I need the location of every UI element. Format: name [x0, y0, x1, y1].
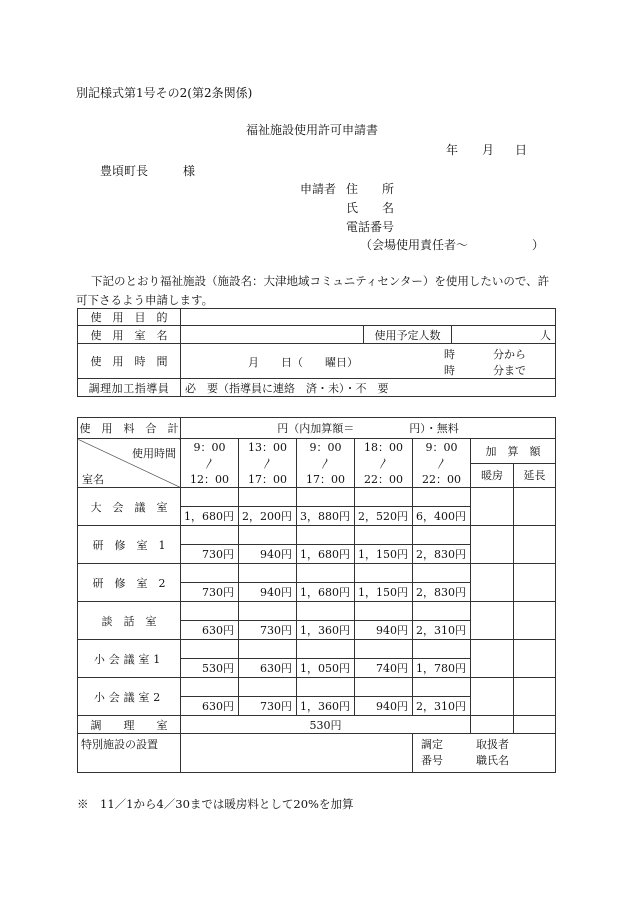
usage-table: [77, 308, 556, 397]
room-name-small-1: 小会議室1: [78, 640, 181, 678]
fee-cell: 2，310円: [413, 697, 471, 716]
date-year-label: 年: [446, 143, 459, 157]
slot-2-start: 13：00: [248, 441, 287, 454]
room-label: 使 用 室 名: [78, 326, 181, 344]
total-fee-value[interactable]: 円（内加算額＝ 円）・無料: [181, 418, 556, 439]
slot-2-header: [239, 439, 297, 488]
fee-cell: 1，150円: [355, 583, 413, 602]
responsible-person-open: （会場使用責任者～: [360, 238, 469, 252]
fee-cell: 2，310円: [413, 621, 471, 640]
heating-cell[interactable]: [471, 564, 514, 602]
extension-cell[interactable]: [514, 716, 556, 734]
fee-cell: 730円: [239, 621, 297, 640]
heating-note: ※ 11／1から4／30までは暖房料として20%を加算: [77, 797, 354, 811]
fee-cell: 1，360円: [297, 621, 355, 640]
purpose-field[interactable]: [181, 309, 556, 326]
fee-cell: 630円: [239, 659, 297, 678]
room-header: 室名: [82, 473, 104, 486]
slot-4-tilde: 〳: [378, 457, 389, 470]
fee-cell: 2，830円: [413, 545, 471, 564]
extension-cell[interactable]: [514, 488, 556, 526]
form-reference: 別記様式第1号その2(第2条関係): [76, 86, 253, 100]
room-name-large-hall: 大 会 議 室: [78, 488, 181, 526]
fee-table: [77, 417, 556, 773]
fee-cell: 1，150円: [355, 545, 413, 564]
fee-cell: 2，830円: [413, 583, 471, 602]
fee-cell: 1，680円: [297, 545, 355, 564]
heating-cell[interactable]: [471, 678, 514, 716]
expected-people-label: 使用予定人数: [364, 326, 452, 344]
fee-cell: 6，400円: [413, 507, 471, 526]
fee-cell: 730円: [181, 545, 239, 564]
room-name-small-2: 小会議室2: [78, 678, 181, 716]
admin-cell: [413, 734, 556, 773]
fee-cell: 1，680円: [297, 583, 355, 602]
extension-cell[interactable]: [514, 678, 556, 716]
fee-cell: 1，360円: [297, 697, 355, 716]
slot-3-tilde: 〳: [320, 457, 331, 470]
address-label: 住 所: [346, 182, 395, 196]
date-day-label: 日: [515, 143, 528, 157]
heating-cell[interactable]: [471, 640, 514, 678]
heating-cell[interactable]: [471, 526, 514, 564]
applicant-label: 申請者: [300, 182, 337, 196]
fee-cell: 530円: [181, 659, 239, 678]
fee-cell: 3，880円: [297, 507, 355, 526]
header-diagonal-cell: [78, 439, 181, 488]
slot-2-tilde: 〳: [262, 457, 273, 470]
extension-header: 延長: [514, 463, 556, 488]
slot-4-header: [355, 439, 413, 488]
special-facility-field[interactable]: [181, 734, 413, 773]
time-date: 月 日（ 曜日）: [248, 356, 358, 369]
adjust-label-2: 番号: [421, 754, 443, 767]
intro-line-2: 可下さるよう申請します。: [76, 293, 214, 307]
time-to: 分まで: [493, 364, 526, 377]
time-hour-2: 時: [444, 364, 455, 377]
extension-cell[interactable]: [514, 564, 556, 602]
room-name-training-1: 研 修 室 1: [78, 526, 181, 564]
responsible-person-close: ）: [532, 238, 545, 252]
date-month-label: 月: [482, 143, 495, 157]
slot-3-end: 17：00: [306, 473, 345, 486]
kitchen-label: 調 理 室: [78, 716, 181, 734]
phone-label: 電話番号: [346, 220, 395, 234]
fee-cell: 940円: [239, 545, 297, 564]
expected-people-field[interactable]: 人: [452, 326, 556, 344]
fee-cell: 630円: [181, 621, 239, 640]
fee-cell: 740円: [355, 659, 413, 678]
surcharge-header: 加 算 額: [471, 439, 556, 464]
fee-cell: 730円: [181, 583, 239, 602]
slot-5-tilde: 〳: [436, 457, 447, 470]
slot-4-end: 22：00: [364, 473, 403, 486]
extension-cell[interactable]: [514, 640, 556, 678]
heating-cell[interactable]: [471, 488, 514, 526]
room-name-training-2: 研 修 室 2: [78, 564, 181, 602]
honorific: 様: [183, 164, 196, 178]
slot-5-start: 9：00: [425, 441, 458, 454]
special-facility-label: 特別施設の設置: [78, 734, 181, 773]
name-label: 氏 名: [346, 201, 395, 215]
slot-3-start: 9：00: [309, 441, 342, 454]
fee-cell: 940円: [355, 621, 413, 640]
document-title: 福祉施設使用許可申請書: [246, 123, 379, 137]
slot-1-start: 9：00: [193, 441, 226, 454]
slot-5-header: [413, 439, 471, 488]
cooking-instructor-label: 調理加工指導員: [78, 379, 181, 397]
handler-label-1: 取扱者: [476, 738, 509, 751]
room-field[interactable]: [181, 326, 364, 344]
time-from: 分から: [493, 348, 526, 361]
time-label: 使 用 時 間: [78, 344, 181, 379]
addressee: 豊頃町長: [100, 164, 149, 178]
fee-cell: 2，200円: [239, 507, 297, 526]
adjust-label-1: 調定: [421, 738, 443, 751]
intro-line-1: 下記のとおり福祉施設（施設名：大津地域コミュニティセンター）を使用したいので、許: [91, 274, 550, 288]
fee-cell: 1，780円: [413, 659, 471, 678]
extension-cell[interactable]: [514, 526, 556, 564]
fee-cell: 940円: [239, 583, 297, 602]
purpose-label: 使 用 目 的: [78, 309, 181, 326]
fee-cell: 940円: [355, 697, 413, 716]
fee-cell: 730円: [239, 697, 297, 716]
slot-3-header: [297, 439, 355, 488]
extension-cell[interactable]: [514, 602, 556, 640]
heating-header: 暖房: [471, 463, 514, 488]
slot-1-header: [181, 439, 239, 488]
room-name-lounge: 談 話 室: [78, 602, 181, 640]
heating-cell[interactable]: [471, 602, 514, 640]
time-hour-1: 時: [444, 348, 455, 361]
slot-1-tilde: 〳: [204, 457, 215, 470]
slot-4-start: 18：00: [364, 441, 403, 454]
time-field[interactable]: [181, 344, 556, 379]
cooking-instructor-value[interactable]: 必 要（指導員に連絡 済・未）・不 要: [181, 379, 556, 397]
time-header: 使用時間: [132, 447, 176, 460]
heating-cell[interactable]: [471, 716, 514, 734]
slot-1-end: 12：00: [190, 473, 229, 486]
fee-cell: 1，680円: [181, 507, 239, 526]
fee-cell: 630円: [181, 697, 239, 716]
slot-5-end: 22：00: [422, 473, 461, 486]
slot-2-end: 17：00: [248, 473, 287, 486]
fee-cell: 2，520円: [355, 507, 413, 526]
handler-label-2: 職氏名: [476, 754, 509, 767]
fee-cell: 1，050円: [297, 659, 355, 678]
kitchen-fee: 530円: [181, 716, 471, 734]
total-fee-label: 使 用 料 合 計: [78, 418, 181, 439]
